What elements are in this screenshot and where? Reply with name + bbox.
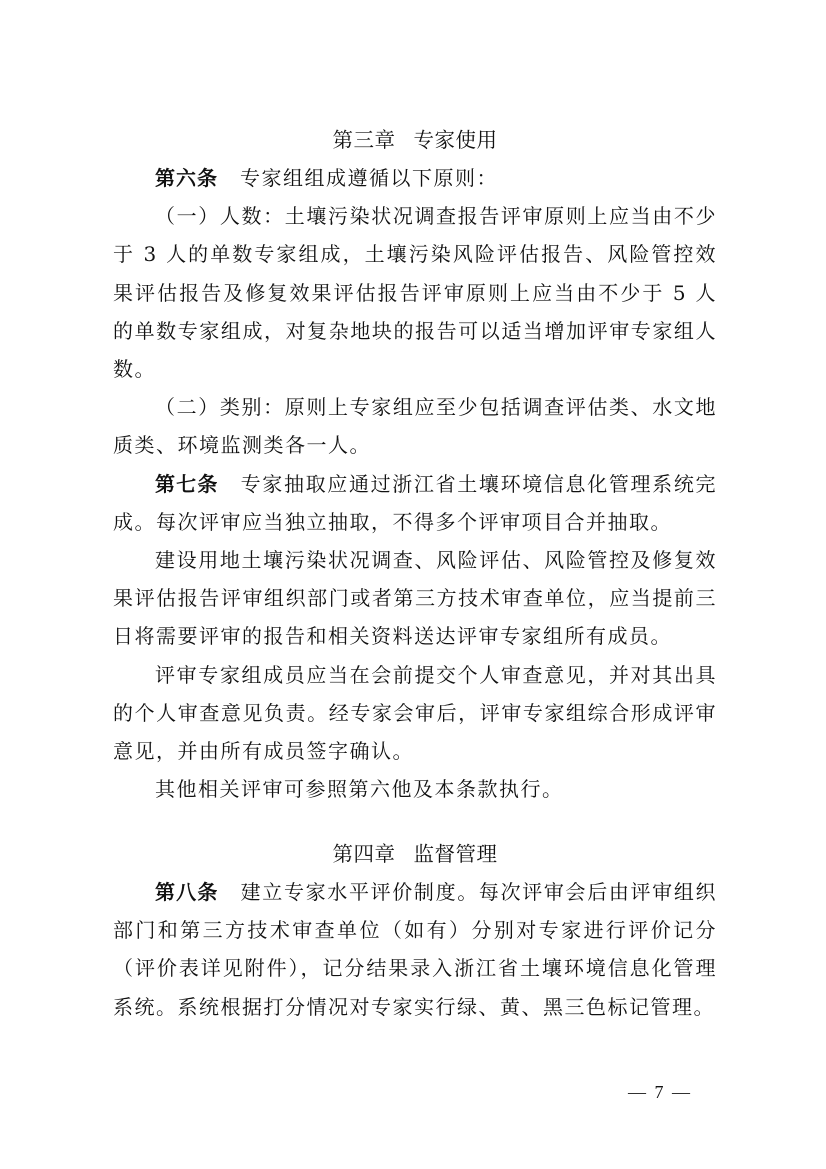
article-6-intro [113, 159, 717, 197]
chapter-4-heading [113, 835, 717, 873]
chapter-4-section [113, 835, 717, 1026]
chapter-3-section [113, 121, 717, 808]
article-7-paragraph-2: 建设用地土壤污染状况调查、风险评估、风险管控及修复效果评估报告评审组织部门或者第三方技术审查单位，应当提前三日将需要评审的报告和相关资料送达评审专家组所有成员。 [113, 548, 717, 649]
chapter-4-number: 第四章 [332, 842, 396, 866]
chapter-4-title: 监督管理 [413, 842, 498, 866]
chapter-3-title: 专家使用 [413, 128, 498, 152]
article-7-paragraph-3: 评审专家组成员应当在会前提交个人审查意见，并对其出具的个人审查意见负责。经专家会审后，评审专家组综合形成评审意见，并由所有成员签字确认。 [113, 662, 717, 764]
article-6-label: 第六条 [155, 166, 218, 190]
article-8-intro [113, 873, 717, 1026]
article-6-item-1: （一）人数：土壤污染状况调查报告评审原则上应当由不少于 3 人的单数专家组成，土壤污染风险评估报告、风险管控效果评估报告及修复效果评估报告评审原则上应当由不少于 5 人的单数专家组成，对复杂地块的报告可以适当增加评审专家组人数。 [113, 204, 717, 382]
article-8-text: 建立专家水平评价制度。每次评审会后由评审组织部门和第三方技术审查单位（如有）分别对专家进行评价记分（评价表详见附件），记分结果录入浙江省土壤环境信息化管理系统。系统根据打分情况对专家实行绿、黄、黑三色标记管理。 [113, 880, 718, 1019]
article-6-text: 专家组组成遵循以下原则： [240, 166, 498, 190]
article-6-item-2: （二）类别：原则上专家组应至少包括调查评估类、水文地质类、环境监测类各一人。 [113, 395, 717, 458]
chapter-3-heading [113, 121, 717, 159]
article-8-label: 第八条 [155, 880, 219, 904]
chapter-3-number: 第三章 [332, 128, 396, 152]
article-7-paragraph-4: 其他相关评审可参照第六他及本条款执行。 [155, 777, 564, 802]
page-number: — 7 — [628, 1082, 692, 1102]
article-7-text: 专家抽取应通过浙江省土壤环境信息化管理系统完成。每次评审应当独立抽取，不得多个评审项目合并抽取。 [113, 471, 718, 534]
article-7-label: 第七条 [155, 471, 219, 496]
article-7-intro [113, 465, 717, 541]
